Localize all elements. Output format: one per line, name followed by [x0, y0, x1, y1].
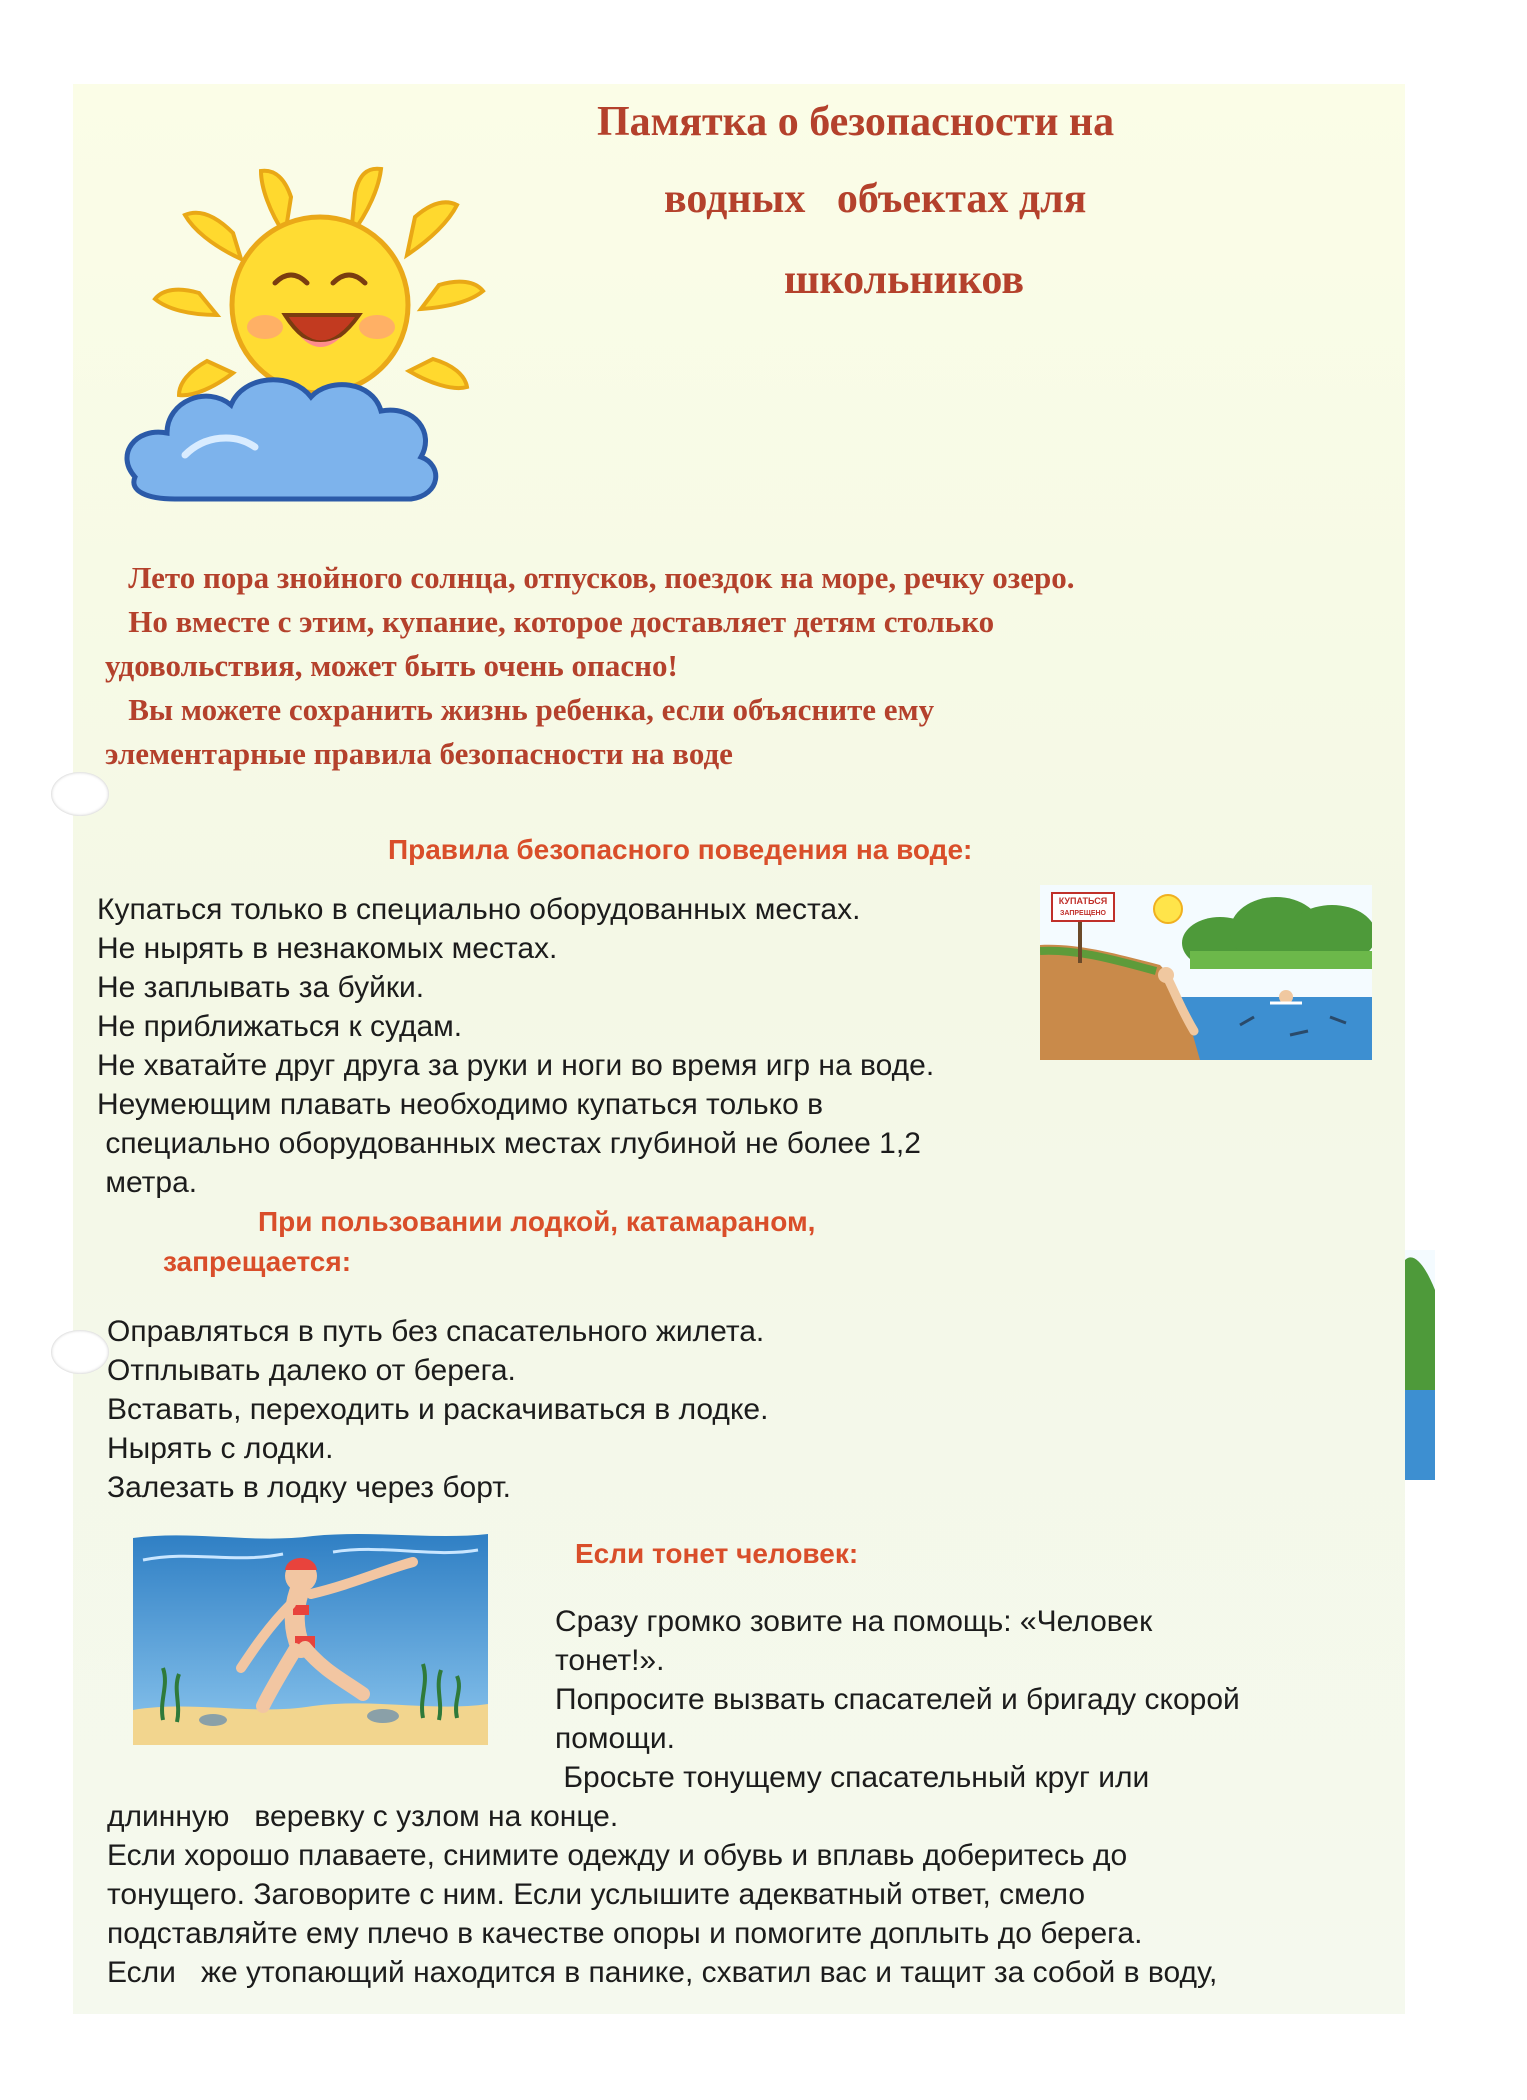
- punch-hole-top: [51, 772, 109, 816]
- drowning-step-line: тонущего. Заговорите с ним. Если услышите адекватный ответ, смело: [107, 1878, 1086, 1911]
- water-rule-item: Не заплывать за буйки.: [97, 971, 425, 1004]
- intro-line: Но вместе с этим, купание, которое доставляет детям столько: [105, 604, 995, 639]
- sun-cloud-illustration: [115, 165, 515, 510]
- boat-rule-item: Вставать, переходить и раскачиваться в лодке.: [107, 1393, 769, 1426]
- boat-rule-item: Нырять с лодки.: [107, 1432, 334, 1465]
- water-rule-item: Купаться только в специально оборудованных местах.: [97, 893, 861, 926]
- sign-text-line-2: ЗАПРЕЩЕНО: [1059, 910, 1107, 917]
- intro-line: Лето пора знойного солнца, отпусков, поездок на море, речку озеро.: [105, 560, 1075, 595]
- drowning-steps-narrow: [555, 1602, 1240, 1797]
- drowning-steps-wide: [107, 1797, 1217, 1992]
- water-rule-item: специально оборудованных местах глубиной не более 1,2: [97, 1127, 921, 1160]
- drowning-step-line: Бросьте тонущему спасательный круг или: [555, 1761, 1150, 1794]
- boat-rules-heading-line-1: При пользовании лодкой, катамараном,: [258, 1206, 816, 1237]
- intro-line: элементарные правила безопасности на воде: [105, 736, 733, 771]
- intro-line: Вы можете сохранить жизнь ребенка, если объясните ему: [105, 692, 935, 727]
- water-rule-item: метра.: [97, 1166, 198, 1199]
- drowning-step-line: тонет!».: [555, 1644, 665, 1677]
- drowning-step-line: Если же утопающий находится в панике, схватил вас и тащит за собой в воду,: [107, 1956, 1218, 1989]
- drowning-step-line: длинную веревку с узлом на конце.: [107, 1800, 619, 1833]
- water-rule-item: Не нырять в незнакомых местах.: [97, 932, 558, 965]
- sun-icon: [155, 169, 483, 396]
- water-rules-list: [97, 890, 934, 1202]
- memo-title-line-1: Памятка о безопасности на: [597, 99, 1115, 145]
- lake-sign-illustration: [1040, 885, 1372, 1060]
- drowning-step-line: Если хорошо плаваете, снимите одежду и обувь и вплавь доберитесь до: [107, 1839, 1128, 1872]
- water-rule-item: Не хватайте друг друга за руки и ноги во время игр на воде.: [97, 1049, 935, 1082]
- sign-text-line-1: КУПАТЬСЯ: [1058, 896, 1108, 906]
- drowning-step-line: Сразу громко зовите на помощь: «Человек: [555, 1605, 1153, 1638]
- memo-title-line-2: водных объектах для: [664, 176, 1087, 222]
- boat-rules-heading-line-2: запрещается:: [163, 1246, 352, 1277]
- intro-paragraph: [105, 556, 1075, 776]
- boat-rule-item: Оправляться в путь без спасательного жилета.: [107, 1315, 765, 1348]
- swimmer-illustration: [133, 1530, 488, 1745]
- edge-illustration-fragment: [1405, 1250, 1435, 1480]
- drowning-step-line: помощи.: [555, 1722, 676, 1755]
- drowning-heading: Если тонет человек:: [575, 1538, 859, 1569]
- memo-title-line-3: школьников: [784, 257, 1025, 303]
- boat-rules-list: [107, 1312, 768, 1507]
- cloud-icon: [127, 380, 436, 499]
- water-rule-item: Неумеющим плавать необходимо купаться только в: [97, 1088, 824, 1121]
- water-rules-heading: Правила безопасного поведения на воде:: [388, 834, 973, 865]
- drowning-step-line: Попросите вызвать спасателей и бригаду скорой: [555, 1683, 1240, 1716]
- boat-rule-item: Отплывать далеко от берега.: [107, 1354, 516, 1387]
- boat-rule-item: Залезать в лодку через борт.: [107, 1471, 512, 1504]
- intro-line: удовольствия, может быть очень опасно!: [105, 648, 678, 683]
- water-rule-item: Не приближаться к судам.: [97, 1010, 463, 1043]
- punch-hole-bottom: [51, 1330, 109, 1374]
- drowning-step-line: подставляйте ему плечо в качестве опоры и помогите доплыть до берега.: [107, 1917, 1143, 1950]
